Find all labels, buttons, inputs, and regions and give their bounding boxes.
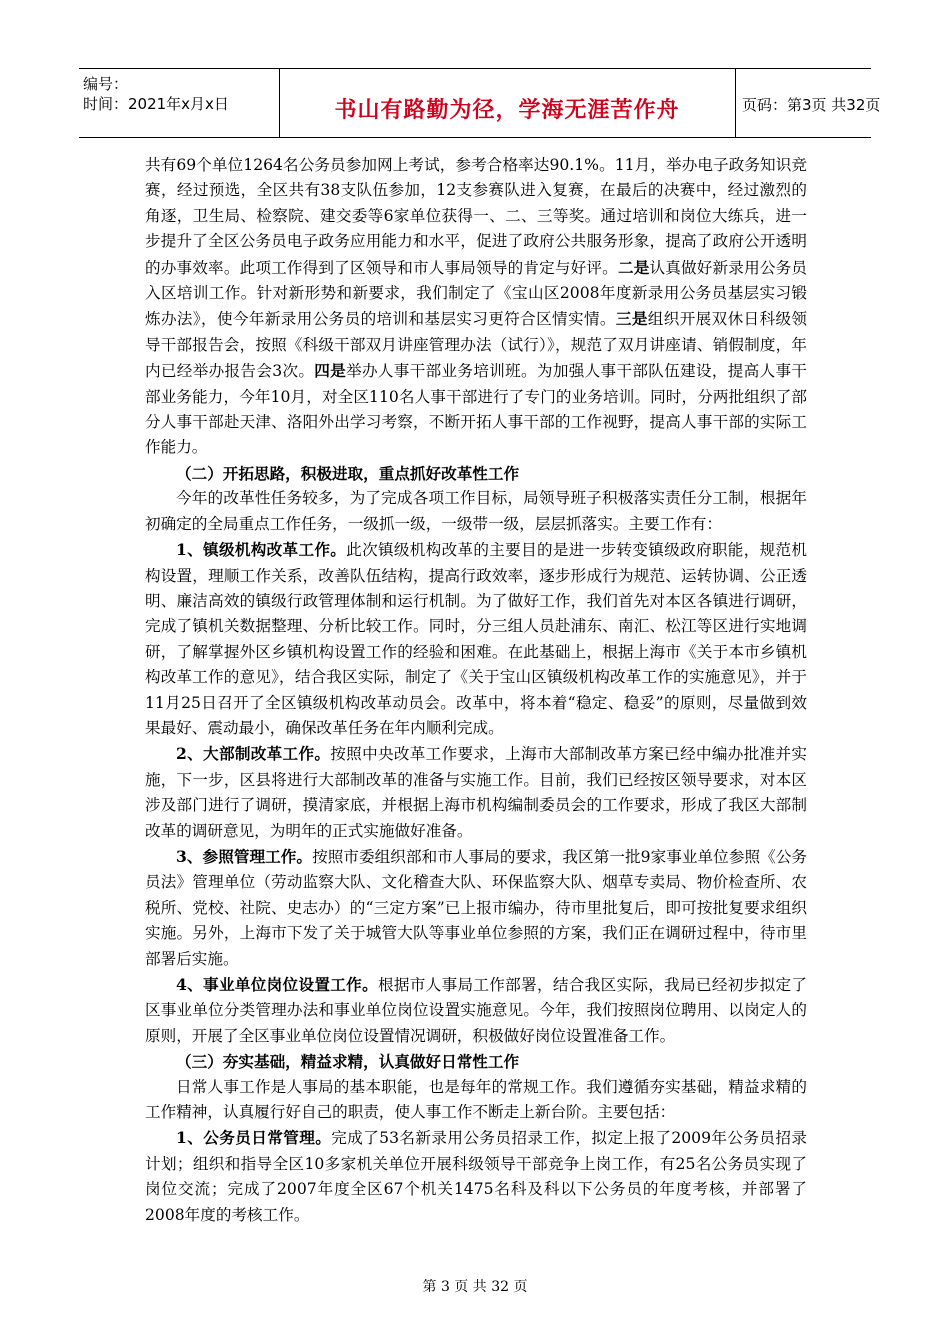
paragraph-part: 二是认真做好新录用公务员入区培训工作。针对新形势和新要求，我们制定了《宝山区2008年度新录用公务员基层实习锻炼办法》，使今年新录用公务员的培训和基层实习更符合区情实情。三是组织开展双休日科级领导干部报告会，按照《科级干部双月讲座管理办法（试行）》，规范了双月讲座请、销假制度，年内已经举办报告会3次。四是举办人事干部业务培训班。为加强人事干部队伍建设，提高人事干部业务能力，今年10月，对全区110名人事干部进行了专门的业务培训。同时，分两批组织了部分人事干部赴天津、洛阳外出学习考察，不断开拓人事干部的工作视野，提高人事干部的实际工作能力。: [145, 257, 807, 457]
paragraph-text: 完成了53名新录用公务员招录工作，拟定上报了2009年公务员招录计划；组织和指导全区10多家机关单位开展科级领导干部竞争上岗工作，有25名公务员实现了岗位交流；完成了2007年度全区67个机关1475名科及科以下公务员的年度考核，并部署了2008年度的考核工作。: [145, 1129, 807, 1224]
item-lead: 1、公务员日常管理。: [176, 1128, 332, 1148]
paragraph-text: 按照市委组织部和市人事局的要求，我区第一批9家事业单位参照《公务员法》管理单位（劳动监察大队、文化稽查大队、环保监察大队、烟草专卖局、物价检查所、农税所、党校、社院、史志办）的“三定方案”已上报市编办，待市里批复后，即可按批复要求组织实施。另外，上海市下发了关于城管大队等事业单位参照的方案，我们正在调研过程中，待市里部署后实施。: [145, 847, 808, 968]
paragraph-text: 共有69个单位1264名公务员参加网上考试，参考合格率达90.1%。11月，举办电子政务知识竞赛，经过预选，全区共有38支队伍参加，12支参赛队进入复赛，在最后的决赛中，经过激烈的角逐，卫生局、检察院、建交委等6家单位获得一、二、三等奖。通过培训和岗位大练兵，进一步提升了全区公务员电子政务应用能力和水平，促进了政府公共服务形象，提高了政府公开透明的办事效率。此项工作得到了区领导和市人事局领导的肯定与好评。: [145, 156, 807, 277]
page-footer: 第 3 页 共 32 页: [422, 1279, 528, 1295]
item-lead: 4、事业单位岗位设置工作。: [176, 975, 378, 994]
item-lead: 2、大部制改革工作。: [176, 744, 331, 764]
header-meta-cell: [79, 69, 280, 137]
paragraph-text: 根据市人事局工作部署，结合我区实际，我局已经初步拟定了区事业单位分类管理办法和事业单位岗位设置实施意见。今年，我们按照岗位聘用、以岗定人的原则，开展了全区事业单位岗位设置情况调研，积极做好岗位设置准备工作。: [145, 976, 807, 1045]
paragraph-p3: [145, 537, 807, 741]
paragraph-p2: 今年的改革性任务较多，为了完成各项工作目标，局领导班子积极落实责任分工制，根据年初确定的全局重点工作任务，一级抓一级，一级带一级，层层抓落实。主要工作有：: [145, 489, 807, 533]
paragraph-p6: [145, 972, 807, 1049]
item-lead: 1、镇级机构改革工作。: [176, 540, 347, 560]
document-date: 时间：2021年x月x日: [83, 95, 229, 113]
paragraph-p4: [145, 741, 807, 844]
motto: 书山有路勤为径，学海无涯苦作舟: [334, 98, 680, 123]
section-heading: （三）夯实基础，精益求精，认真做好日常性工作: [176, 1052, 520, 1072]
header-page-cell: [736, 69, 881, 137]
paragraph-text: 按照中央改革工作要求，上海市大部制改革方案已经中编办批准并实施，下一步，区县将进行大部制改革的准备与实施工作。目前，我们已经按区领导要求，对本区涉及部门进行了调研，摸清家底，并根据上海市机构编制委员会的工作要求，形成了我区大部制改革的调研意见，为明年的正式实施做好准备。: [145, 745, 807, 840]
page-number: 页码：第3页 共32页: [742, 96, 881, 114]
paragraph-p5: [145, 844, 807, 972]
page-header: [79, 68, 881, 138]
paragraph-text: 此次镇级机构改革的主要目的是进一步转变镇级政府职能，规范机构设置，理顺工作关系，改善队伍结构，提高行政效率，逐步形成行为规范、运转协调、公正透明、廉洁高效的镇级行政管理体制和运行机制。为了做好工作，我们首先对本区各镇进行调研，完成了镇机关数据整理、分析比较工作。同时，分三组人员赴浦东、南汇、松江等区进行实地调研，了解掌握外区乡镇机构设置工作的经验和困难。在此基础上，根据上海市《关于本市乡镇机构改革工作的意见》，结合我区实际，制定了《关于宝山区镇级机构改革工作的实施意见》，并于11月25日召开了全区镇级机构改革动员会。改革中，将本着“稳定、稳妥”的原则，尽量做到效果最好、震动最小，确保改革任务在年内顺利完成。: [145, 541, 807, 737]
document-body: [145, 153, 807, 1228]
paragraph-p8: [145, 1125, 807, 1228]
header-motto-cell: [279, 69, 736, 137]
section-heading: （二）开拓思路，积极进取，重点抓好改革性工作: [176, 463, 520, 483]
paragraph-p1: [145, 153, 807, 461]
document-number: 编号：: [83, 75, 129, 93]
paragraph-p7: 日常人事工作是人事局的基本职能，也是每年的常规工作。我们遵循夯实基础，精益求精的工作精神，认真履行好自己的职责，使人事工作不断走上新台阶。主要包括：: [145, 1077, 807, 1122]
item-lead: 3、参照管理工作。: [176, 846, 313, 866]
